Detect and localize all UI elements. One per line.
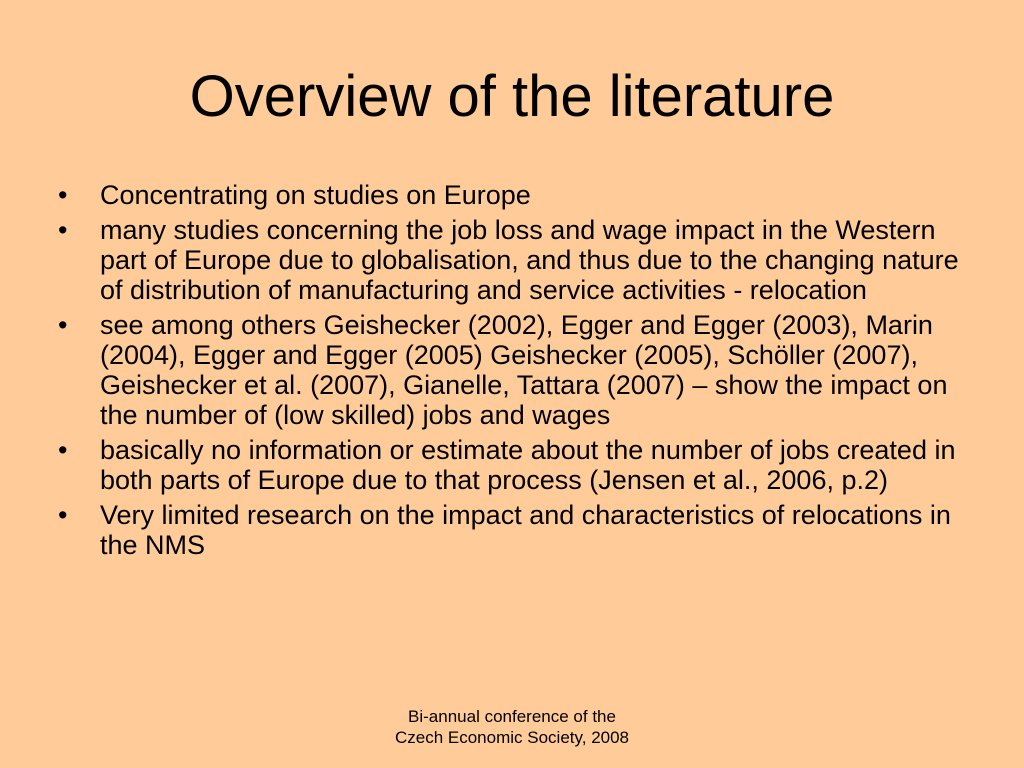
bullet-text: see among others Geishecker (2002), Egger and Egger (2003), Marin (2004), Egger and Egger (2005) Geishecker (2005), Schöller (2007), Geishecker et al. (2007), Gianelle, Tattara (2007) – show the impact on the number of (low skilled) jobs and wages — [100, 310, 948, 430]
bullet-item — [58, 215, 978, 305]
slide-title: Overview of the literature — [189, 64, 835, 129]
bullet-item — [58, 500, 978, 560]
bullet-text: Concentrating on studies on Europe — [100, 180, 531, 210]
bullet-item — [58, 435, 978, 495]
footer-line-2: Czech Economic Society, 2008 — [394, 728, 630, 747]
bullet-icon: • — [58, 215, 68, 245]
footer-line-1: Bi-annual conference of the — [408, 707, 616, 726]
bullet-icon: • — [58, 180, 68, 210]
bullet-icon: • — [58, 500, 68, 530]
bullet-text: many studies concerning the job loss and wage impact in the Western part of Europe due to globalisation, and thus due to the changing nature of distribution of manufacturing and service activities - relocation — [100, 215, 959, 305]
bullet-icon: • — [58, 435, 68, 465]
bullet-item — [58, 310, 978, 430]
bullet-icon: • — [58, 310, 68, 340]
bullet-text: Very limited research on the impact and characteristics of relocations in the NMS — [100, 500, 951, 560]
bullet-item — [58, 180, 978, 210]
slide-footer — [312, 706, 712, 748]
bullet-text: basically no information or estimate about the number of jobs created in both parts of Europe due to that process (Jensen et al., 2006, p.2) — [100, 435, 956, 495]
bullet-list — [58, 180, 978, 565]
